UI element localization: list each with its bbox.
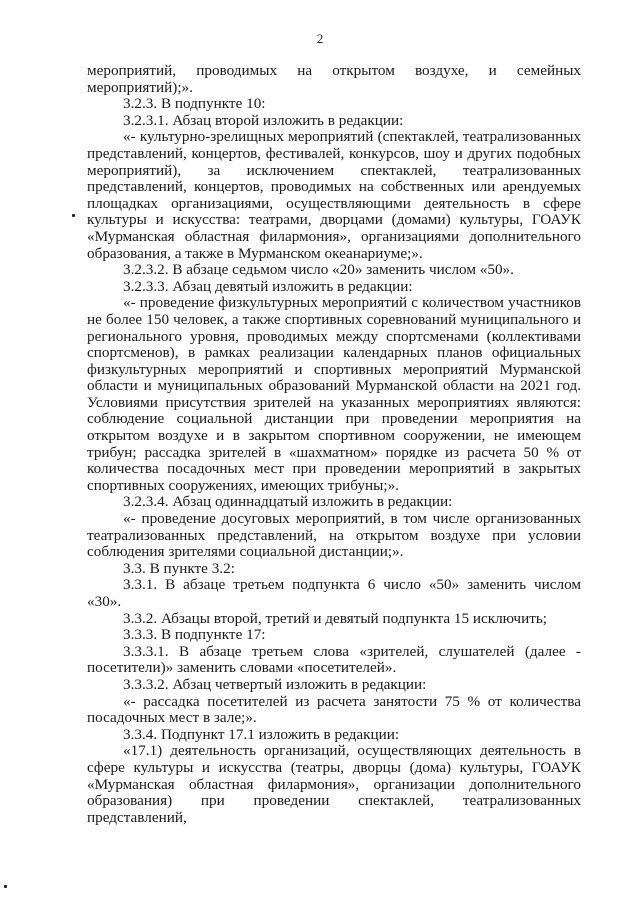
page-number: 2 [316, 31, 324, 46]
paragraph: 3.3.3.1. В абзаце третьем слова «зрителей, слушателей (далее - посетители)» заменить словами «посетителей». [87, 642, 581, 677]
paragraph: «- проведение физкультурных мероприятий с количеством участников не более 150 человек, а также спортивных соревнований муниципального и регионального уровня, проводимых между спортсменами (коллективами спортсменов), в рамках реализации календарных планов официальных физкультурных мероприятий и спортивных мероприятий Мурманской области и муниципальных образований Мурманской области на 2021 год. Условиями присутствия зрителей на указанных мероприятиях являются: соблюдение социальной дистанции при проведении мероприятия на открытом воздухе и в закрытом спортивном сооружении, не имеющем трибун; рассадка зрителей в «шахматном» порядке из расчета 50 % от количества посадочных мест при проведении мероприятий в закрытых спортивных сооружениях, имеющих трибуны;». [87, 294, 581, 494]
paragraph: 3.3.4. Подпункт 17.1 изложить в редакции: [123, 725, 400, 743]
paragraph: 3.3.3. В подпункте 17: [123, 626, 266, 644]
paragraph: 3.3.1. В абзаце третьем подпункта 6 число «50» заменить числом «30». [87, 576, 581, 610]
paragraph: «17.1) деятельность организаций, осуществляющих деятельность в сфере культуры и искусства (театры, дворцы (дома) культуры, ГОАУК «Мурманская областная филармония», организации дополнительного образования) при проведении спектаклей, театрализованных представлений, [87, 742, 581, 826]
paragraph: 3.2.3.1. Абзац второй изложить в редакции: [123, 111, 404, 129]
paragraph: 3.3. В пункте 3.2: [123, 559, 235, 577]
paragraph: «- проведение досуговых мероприятий, в том числе организованных театрализованных представлений, на открытом воздухе при условии соблюдения зрителями социальной дистанции;». [87, 510, 581, 561]
paragraph: 3.3.3.2. Абзац четвертый изложить в редакции: [123, 675, 427, 693]
paragraph: 3.2.3.4. Абзац одиннадцатый изложить в редакции: [123, 493, 453, 511]
paragraph: 3.2.3.2. В абзаце седьмом число «20» заменить числом «50». [123, 261, 514, 279]
paragraph: мероприятий, проводимых на открытом воздухе, и семейных мероприятий);». [87, 62, 581, 96]
margin-mark [4, 885, 7, 888]
paragraph: 3.2.3. В подпункте 10: [123, 95, 266, 113]
paragraph: «- культурно-зрелищных мероприятий (спектаклей, театрализованных представлений, концертов, фестивалей, конкурсов, шоу и других подобных мероприятий), за исключением спектаклей, театрализованных представлений, концертов, проводимых на собственных или арендуемых площадках организациями, осуществляющими деятельность в сфере культуры и искусства: театрами, дворцами (домами) культуры, ГОАУК «Мурманская областная филармония», организациями дополнительного образования, а также в Мурманском океанариуме;». [87, 128, 581, 262]
paragraph: 3.2.3.3. Абзац девятый изложить в редакции: [123, 277, 413, 295]
paragraph: 3.3.2. Абзацы второй, третий и девятый подпункта 15 исключить; [123, 609, 547, 627]
document-body [87, 63, 581, 826]
margin-mark [72, 214, 75, 217]
paragraph: «- рассадка посетителей из расчета занятости 75 % от количества посадочных мест в зале;». [87, 692, 581, 727]
